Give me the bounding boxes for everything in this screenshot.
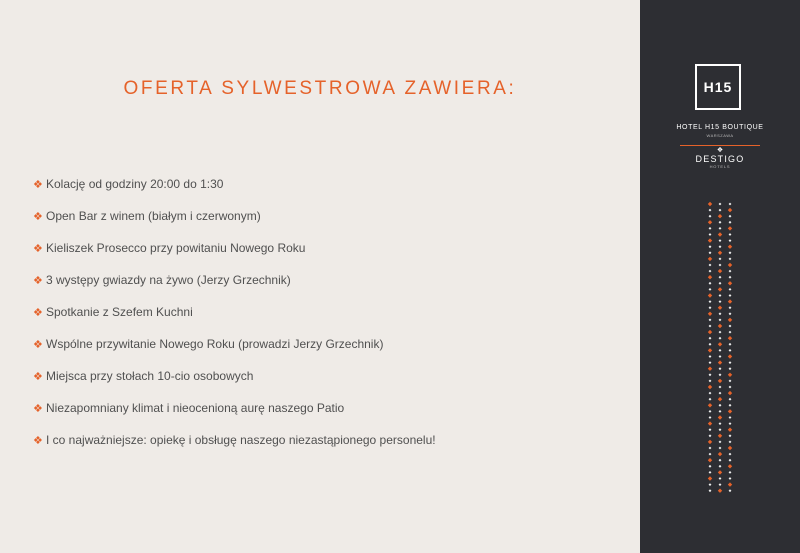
diamond-bullet-icon: ❖ <box>33 434 43 447</box>
hotel-city: WARSZAWA <box>706 133 734 138</box>
list-item-text: I co najważniejsze: opiekę i obsługę naszego niezastąpionego personelu! <box>46 433 436 447</box>
pattern-diamond-icon <box>729 306 732 309</box>
pattern-diamond-icon <box>719 404 722 407</box>
pattern-diamond-icon <box>728 373 732 377</box>
pattern-diamond-icon <box>708 385 712 389</box>
pattern-diamond-icon <box>719 410 722 413</box>
pattern-diamond-icon <box>719 477 722 480</box>
pattern-diamond-icon <box>709 428 712 431</box>
pattern-diamond-icon <box>708 367 712 371</box>
pattern-diamond-icon <box>729 221 732 224</box>
pattern-diamond-icon <box>719 209 722 212</box>
pattern-diamond-icon <box>719 221 722 224</box>
diamond-bullet-icon: ❖ <box>33 306 43 319</box>
pattern-diamond-icon <box>708 458 712 462</box>
destigo-emblem-icon: ❖ <box>716 147 724 154</box>
pattern-diamond-icon <box>718 397 722 401</box>
pattern-diamond-icon <box>729 288 732 291</box>
pattern-diamond-icon <box>718 360 722 364</box>
pattern-diamond-icon <box>719 386 722 389</box>
pattern-diamond-icon <box>709 447 712 450</box>
pattern-diamond-icon <box>729 453 732 456</box>
pattern-diamond-icon <box>719 300 722 303</box>
pattern-diamond-icon <box>719 227 722 230</box>
list-item <box>33 264 436 296</box>
list-item-text: 3 występy gwiazdy na żywo (Jerzy Grzechnik) <box>46 273 291 287</box>
pattern-diamond-icon <box>729 404 732 407</box>
destigo-logo: DESTIGO <box>695 154 745 164</box>
pattern-diamond-icon <box>719 392 722 395</box>
pattern-diamond-icon <box>708 312 712 316</box>
pattern-diamond-icon <box>709 489 712 492</box>
pattern-diamond-icon <box>718 470 722 474</box>
pattern-diamond-icon <box>729 203 732 206</box>
pattern-diamond-icon <box>708 220 712 224</box>
pattern-diamond-icon <box>709 416 712 419</box>
pattern-diamond-icon <box>729 441 732 444</box>
pattern-diamond-icon <box>709 453 712 456</box>
pattern-diamond-icon <box>729 270 732 273</box>
pattern-diamond-icon <box>719 276 722 279</box>
destigo-subtitle: HOTELS <box>709 164 731 169</box>
pattern-diamond-icon <box>719 203 722 206</box>
pattern-diamond-icon <box>709 233 712 236</box>
pattern-diamond-icon <box>728 208 732 212</box>
pattern-diamond-icon <box>719 428 722 431</box>
list-item-text: Miejsca przy stołach 10-cio osobowych <box>46 369 254 383</box>
pattern-diamond-icon <box>708 202 712 206</box>
list-item-text: Niezapomniany klimat i nieocenioną aurę naszego Patio <box>46 401 345 415</box>
pattern-diamond-icon <box>709 270 712 273</box>
pattern-diamond-icon <box>709 483 712 486</box>
pattern-diamond-icon <box>708 238 712 242</box>
pattern-diamond-icon <box>709 343 712 346</box>
list-item-text: Open Bar z winem (białym i czerwonym) <box>46 209 261 223</box>
pattern-diamond-icon <box>719 331 722 334</box>
pattern-diamond-icon <box>729 312 732 315</box>
pattern-diamond-icon <box>729 294 732 297</box>
list-item <box>33 424 436 456</box>
pattern-diamond-icon <box>719 282 722 285</box>
pattern-diamond-icon <box>718 379 722 383</box>
pattern-diamond-icon <box>708 348 712 352</box>
pattern-diamond-icon <box>709 300 712 303</box>
pattern-diamond-icon <box>709 465 712 468</box>
pattern-diamond-icon <box>718 287 722 291</box>
pattern-diamond-icon <box>719 312 722 315</box>
pattern-diamond-icon <box>728 226 732 230</box>
pattern-diamond-icon <box>719 349 722 352</box>
list-item <box>33 232 436 264</box>
pattern-diamond-icon <box>719 459 722 462</box>
pattern-diamond-icon <box>719 422 722 425</box>
pattern-diamond-icon <box>728 245 732 249</box>
pattern-diamond-icon <box>728 299 732 303</box>
pattern-diamond-icon <box>728 464 732 468</box>
list-item-text: Kieliszek Prosecco przy powitaniu Nowego Roku <box>46 241 306 255</box>
pattern-diamond-icon <box>719 355 722 358</box>
pattern-diamond-icon <box>728 354 732 358</box>
pattern-diamond-icon <box>719 465 722 468</box>
pattern-diamond-icon <box>718 214 722 218</box>
pattern-diamond-icon <box>729 343 732 346</box>
pattern-diamond-icon <box>718 269 722 273</box>
pattern-diamond-icon <box>718 434 722 438</box>
pattern-diamond-icon <box>728 428 732 432</box>
pattern-diamond-icon <box>718 232 722 236</box>
pattern-diamond-icon <box>729 489 732 492</box>
pattern-diamond-icon <box>709 337 712 340</box>
diamond-bullet-icon: ❖ <box>33 242 43 255</box>
page-title: OFERTA SYLWESTROWA ZAWIERA: <box>123 78 517 99</box>
pattern-diamond-icon <box>728 281 732 285</box>
pattern-diamond-icon <box>729 416 732 419</box>
pattern-diamond-icon <box>719 441 722 444</box>
pattern-diamond-icon <box>709 373 712 376</box>
list-item <box>33 360 436 392</box>
diamond-bullet-icon: ❖ <box>33 274 43 287</box>
pattern-diamond-icon <box>718 489 722 493</box>
pattern-diamond-icon <box>728 482 732 486</box>
diamond-bullet-icon: ❖ <box>33 178 43 191</box>
pattern-diamond-icon <box>729 251 732 254</box>
pattern-diamond-icon <box>729 325 732 328</box>
pattern-diamond-icon <box>709 209 712 212</box>
pattern-diamond-icon <box>729 380 732 383</box>
pattern-diamond-icon <box>718 306 722 310</box>
pattern-diamond-icon <box>729 422 732 425</box>
diamond-bullet-icon: ❖ <box>33 402 43 415</box>
pattern-diamond-icon <box>709 245 712 248</box>
pattern-diamond-icon <box>728 263 732 267</box>
pattern-diamond-icon <box>719 483 722 486</box>
pattern-diamond-icon <box>728 391 732 395</box>
pattern-diamond-icon <box>729 233 732 236</box>
pattern-diamond-icon <box>709 410 712 413</box>
pattern-diamond-icon <box>728 446 732 450</box>
pattern-diamond-icon <box>729 459 732 462</box>
offer-list <box>33 168 436 456</box>
pattern-diamond-icon <box>729 367 732 370</box>
pattern-diamond-icon <box>709 319 712 322</box>
pattern-diamond-icon <box>718 342 722 346</box>
pattern-diamond-icon <box>708 330 712 334</box>
pattern-diamond-icon <box>729 215 732 218</box>
pattern-diamond-icon <box>729 361 732 364</box>
pattern-diamond-icon <box>709 361 712 364</box>
pattern-diamond-icon <box>708 275 712 279</box>
pattern-diamond-icon <box>719 367 722 370</box>
pattern-diamond-icon <box>709 264 712 267</box>
pattern-diamond-icon <box>708 440 712 444</box>
pattern-diamond-icon <box>729 434 732 437</box>
pattern-diamond-icon <box>709 434 712 437</box>
pattern-diamond-icon <box>709 288 712 291</box>
pattern-diamond-icon <box>729 398 732 401</box>
list-item-text: Kolację od godziny 20:00 do 1:30 <box>46 177 224 191</box>
pattern-diamond-icon <box>709 306 712 309</box>
list-item <box>33 200 436 232</box>
list-item <box>33 168 436 200</box>
pattern-diamond-icon <box>729 331 732 334</box>
pattern-diamond-icon <box>709 282 712 285</box>
pattern-diamond-icon <box>719 337 722 340</box>
hotel-name: HOTEL H15 BOUTIQUE <box>676 124 764 131</box>
pattern-diamond-icon <box>729 349 732 352</box>
pattern-diamond-icon <box>719 245 722 248</box>
pattern-diamond-icon <box>728 336 732 340</box>
pattern-diamond-icon <box>709 325 712 328</box>
pattern-diamond-icon <box>729 239 732 242</box>
pattern-diamond-icon <box>729 276 732 279</box>
h15-logo <box>695 64 741 110</box>
list-item <box>33 296 436 328</box>
pattern-diamond-icon <box>709 398 712 401</box>
pattern-diamond-icon <box>708 293 712 297</box>
pattern-diamond-icon <box>709 251 712 254</box>
diamond-bullet-icon: ❖ <box>33 210 43 223</box>
pattern-diamond-icon <box>718 324 722 328</box>
list-item-text: Wspólne przywitanie Nowego Roku (prowadzi Jerzy Grzechnik) <box>46 337 384 351</box>
pattern-diamond-icon <box>718 452 722 456</box>
pattern-diamond-icon <box>709 392 712 395</box>
pattern-diamond-icon <box>709 355 712 358</box>
pattern-diamond-icon <box>708 421 712 425</box>
diamond-bullet-icon: ❖ <box>33 338 43 351</box>
pattern-diamond-icon <box>729 386 732 389</box>
pattern-diamond-icon <box>728 409 732 413</box>
pattern-diamond-icon <box>729 258 732 261</box>
pattern-diamond-icon <box>719 373 722 376</box>
pattern-diamond-icon <box>729 477 732 480</box>
pattern-diamond-icon <box>709 471 712 474</box>
pattern-diamond-icon <box>719 264 722 267</box>
pattern-diamond-icon <box>719 447 722 450</box>
brand-sidebar <box>640 0 800 553</box>
diamond-pattern-decoration <box>707 201 733 495</box>
list-item <box>33 392 436 424</box>
pattern-diamond-icon <box>728 318 732 322</box>
pattern-diamond-icon <box>708 257 712 261</box>
pattern-diamond-icon <box>719 294 722 297</box>
pattern-diamond-icon <box>709 215 712 218</box>
pattern-diamond-icon <box>718 415 722 419</box>
pattern-diamond-icon <box>709 380 712 383</box>
pattern-diamond-icon <box>719 258 722 261</box>
pattern-diamond-icon <box>718 251 722 255</box>
list-item-text: Spotkanie z Szefem Kuchni <box>46 305 193 319</box>
pattern-diamond-icon <box>729 471 732 474</box>
logo-text: H15 <box>703 79 733 95</box>
pattern-diamond-icon <box>708 476 712 480</box>
pattern-diamond-icon <box>708 403 712 407</box>
pattern-diamond-icon <box>719 239 722 242</box>
pattern-diamond-icon <box>719 319 722 322</box>
pattern-diamond-icon <box>709 227 712 230</box>
list-item <box>33 328 436 360</box>
diamond-bullet-icon: ❖ <box>33 370 43 383</box>
